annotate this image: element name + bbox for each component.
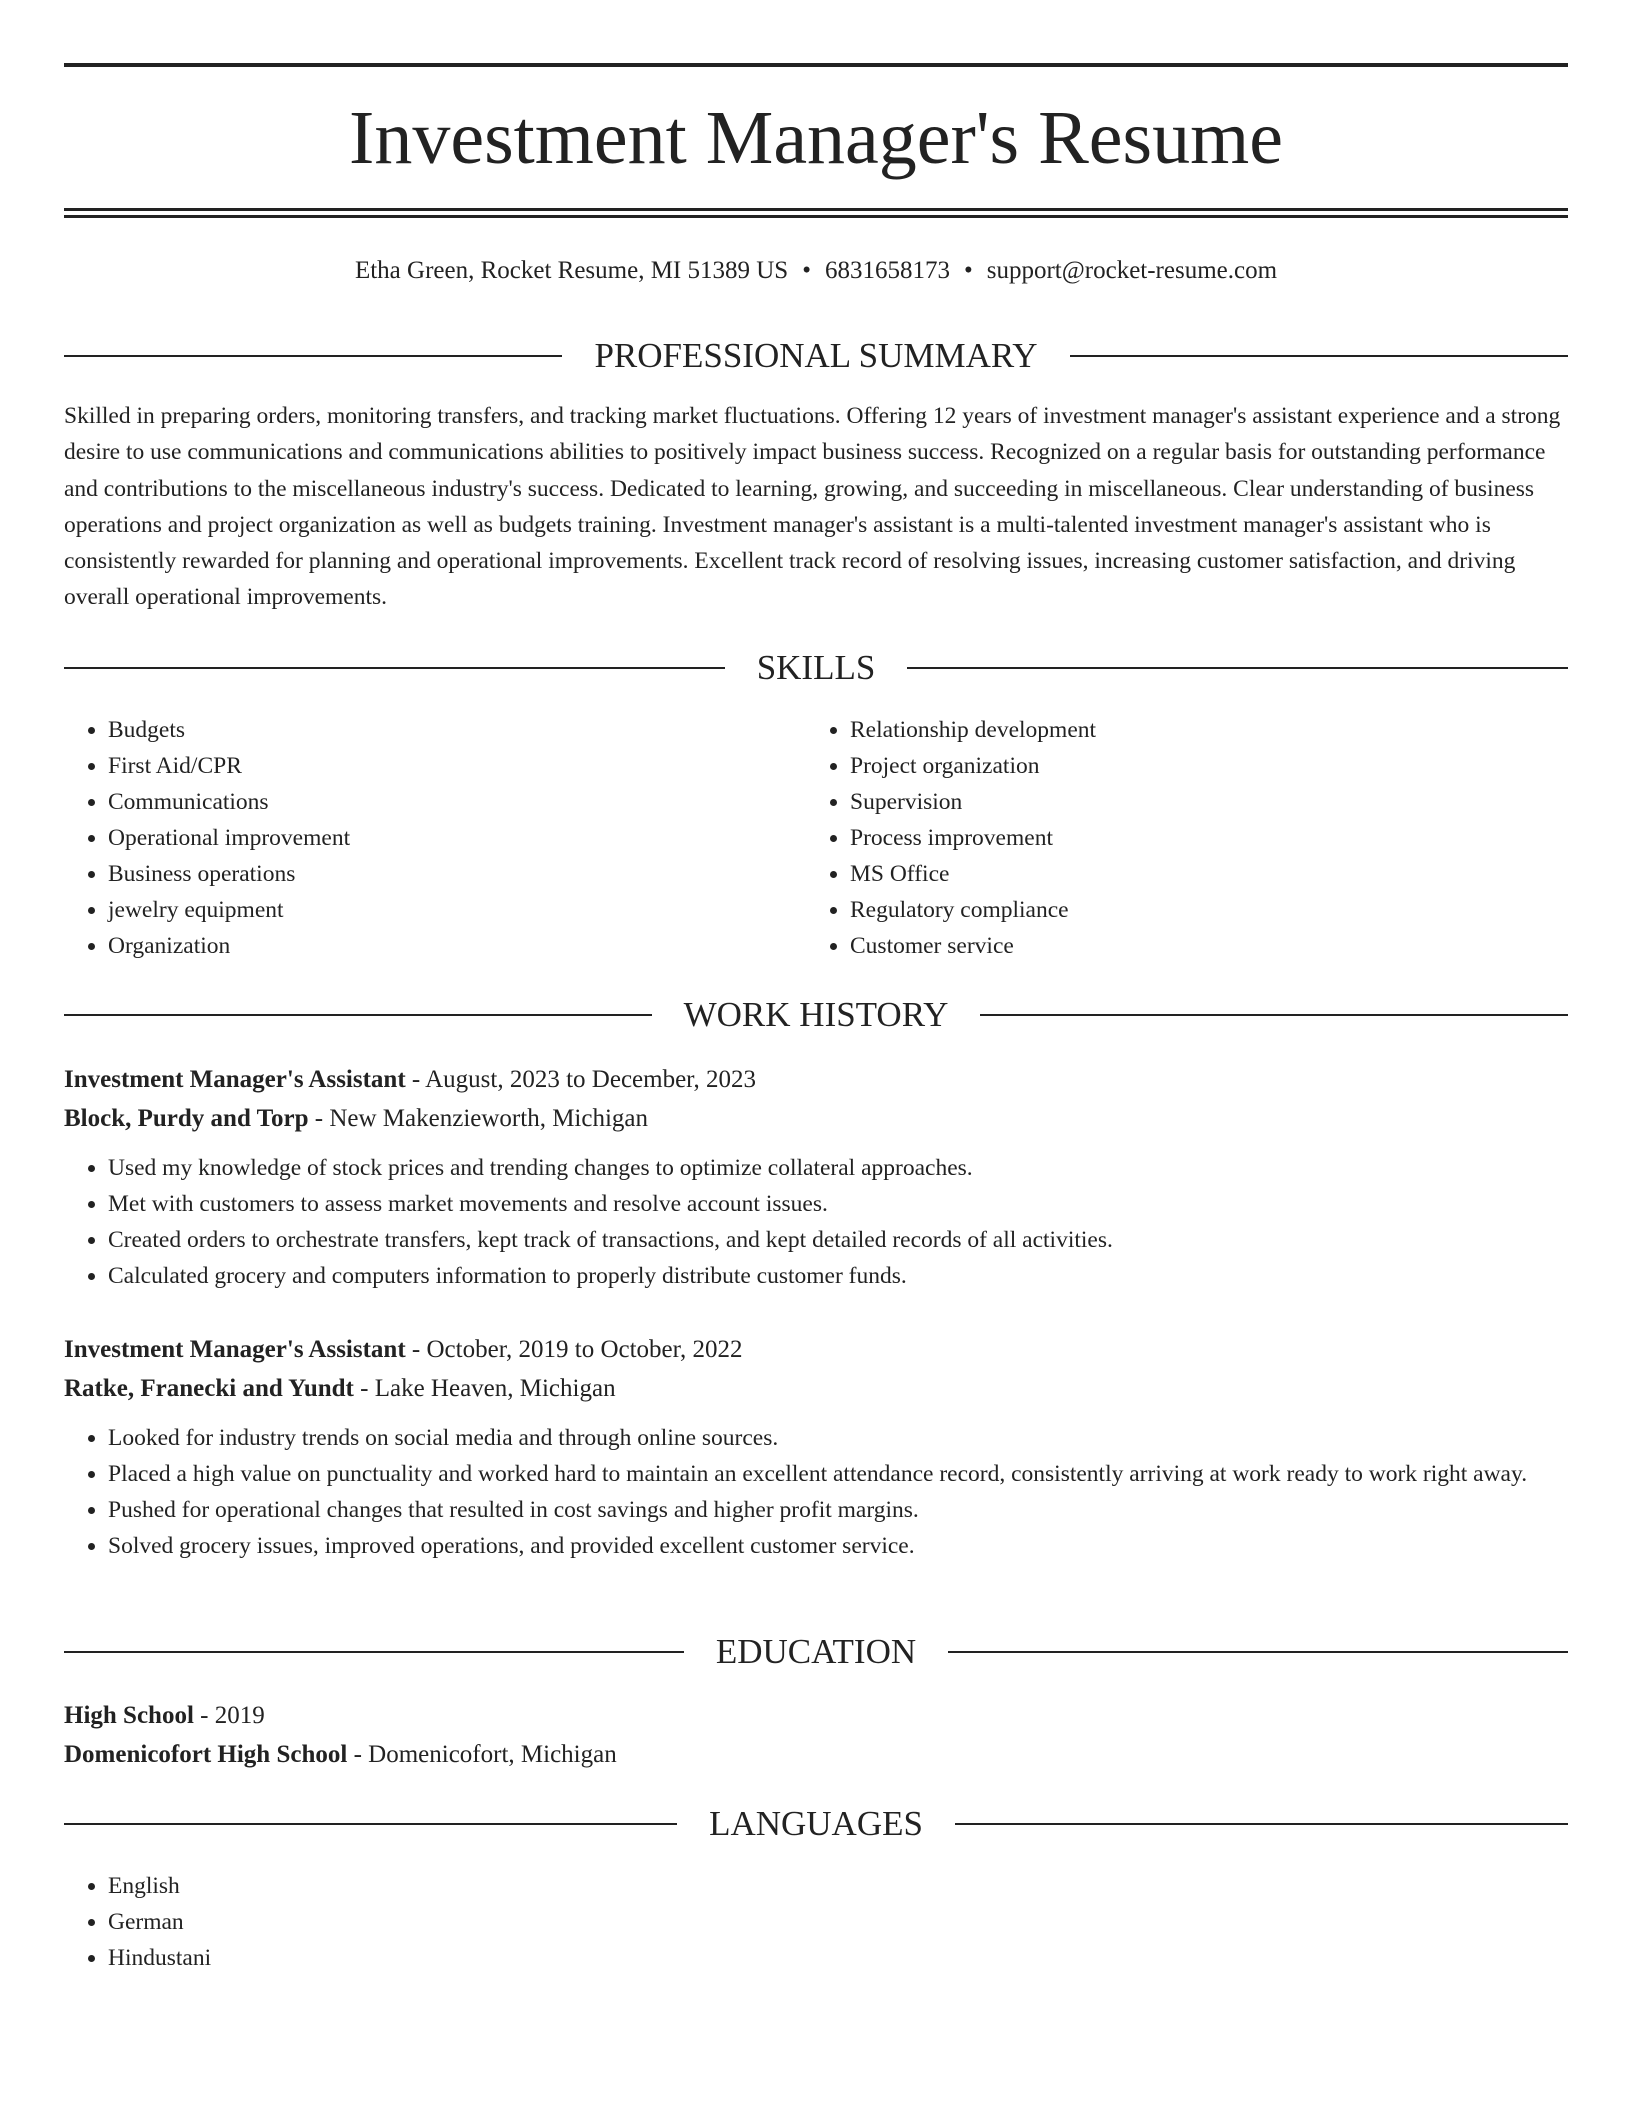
job-entry [64, 1060, 1568, 1294]
contact-phone: 6831658173 [824, 257, 950, 284]
divider-line [64, 1823, 677, 1825]
skill-item: • Business operations [108, 856, 764, 892]
education-degree: High School [64, 1702, 194, 1729]
divider-line [955, 1823, 1568, 1825]
skills-list-right [806, 712, 1546, 964]
job-company-line [64, 1099, 1568, 1138]
languages-list-container [64, 1868, 1568, 1976]
divider-line [64, 667, 725, 669]
contact-email: support@rocket-resume.com [986, 257, 1278, 284]
divider-line [64, 1651, 684, 1653]
section-header-work [64, 993, 1568, 1037]
skill-item: • Project organization [850, 748, 1546, 784]
job-company-line [64, 1369, 1568, 1408]
contact-line [64, 254, 1568, 288]
education-year: - 2019 [193, 1702, 265, 1729]
job-duty: • Pushed for operational changes that resulted in cost savings and higher profit margins. [108, 1492, 1568, 1528]
job-duties [64, 1150, 1568, 1294]
skill-item: • MS Office [850, 856, 1546, 892]
summary-paragraph: Skilled in preparing orders, monitoring transfers, and tracking market fluctuations. Offering 12 years of investment manager's assistant experience and a strong desire to use communications and communications abilities to positively impact business success. Recognized on a regular basis for outstanding performance and contributions to the miscellaneous industry's success. Dedicated to learning, growing, and succeeding in miscellaneous. Clear understanding of business operations and project organization as well as budgets training. Investment manager's assistant is a multi-talented investment manager's assistant who is consistently rewarded for planning and operational improvements. Excellent track record of resolving issues, increasing customer satisfaction, and driving overall operational improvements. [64, 403, 1561, 611]
contact-separator: • [963, 257, 973, 284]
skills-list-left [64, 712, 764, 964]
education-school-line [64, 1735, 1568, 1774]
divider-line [980, 1014, 1568, 1016]
title-double-rule [64, 208, 1568, 218]
top-rule [64, 63, 1568, 67]
job-duty: • Used my knowledge of stock prices and trending changes to optimize collateral approaches. [108, 1150, 1568, 1186]
skill-item: • Relationship development [850, 712, 1546, 748]
section-title-languages: LANGUAGES [709, 1804, 923, 1843]
job-title-line [64, 1330, 1568, 1369]
skill-item: • Supervision [850, 784, 1546, 820]
skill-item: • Budgets [108, 712, 764, 748]
section-header-education [64, 1630, 1568, 1674]
divider-line [1070, 355, 1568, 357]
job-dates: - August, 2023 to December, 2023 [405, 1066, 757, 1093]
job-title: Investment Manager's Assistant [64, 1336, 406, 1363]
job-dates: - October, 2019 to October, 2022 [405, 1336, 743, 1363]
job-duty: • Solved grocery issues, improved operations, and provided excellent customer service. [108, 1528, 1568, 1564]
language-item: • English [108, 1868, 1568, 1904]
contact-separator: • [802, 257, 811, 284]
section-title-work: WORK HISTORY [683, 995, 949, 1034]
job-duty: • Created orders to orchestrate transfers, kept track of transactions, and kept detailed records of all activities. [108, 1222, 1568, 1258]
divider-line [64, 355, 562, 357]
job-duty: • Calculated grocery and computers information to properly distribute customer funds. [108, 1258, 1568, 1294]
skill-item: • Customer service [850, 928, 1546, 964]
divider-line [907, 667, 1568, 669]
languages-list [64, 1868, 1568, 1976]
skill-item: • Process improvement [850, 820, 1546, 856]
skill-item: • Regulatory compliance [850, 892, 1546, 928]
divider-line [64, 1014, 652, 1016]
section-header-languages [64, 1802, 1568, 1846]
language-item: • Hindustani [108, 1940, 1568, 1976]
section-title-skills: SKILLS [756, 648, 876, 687]
job-entry [64, 1330, 1568, 1564]
divider-line [948, 1651, 1568, 1653]
education-entry [64, 1696, 1568, 1774]
job-duty: • Placed a high value on punctuality and worked hard to maintain an excellent attendance record, consistently arriving at work ready to work right away. [108, 1456, 1568, 1492]
job-location: - New Makenzieworth, Michigan [308, 1105, 649, 1132]
skill-item: • First Aid/CPR [108, 748, 764, 784]
section-title-summary: PROFESSIONAL SUMMARY [594, 336, 1038, 375]
language-item: • German [108, 1904, 1568, 1940]
resume-title: Investment Manager's Resume [349, 96, 1283, 180]
job-title: Investment Manager's Assistant [64, 1066, 406, 1093]
skill-item: • Communications [108, 784, 764, 820]
skill-item: • jewelry equipment [108, 892, 764, 928]
education-degree-line [64, 1696, 1568, 1735]
job-title-line [64, 1060, 1568, 1099]
job-company: Block, Purdy and Torp [64, 1105, 309, 1132]
contact-address: Etha Green, Rocket Resume, MI 51389 US [354, 257, 789, 284]
job-duty: • Looked for industry trends on social media and through online sources. [108, 1420, 1568, 1456]
education-location: - Domenicofort, Michigan [347, 1741, 617, 1768]
section-header-skills [64, 646, 1568, 690]
section-title-education: EDUCATION [715, 1632, 917, 1671]
skills-column-left [64, 712, 764, 964]
job-duty: • Met with customers to assess market movements and resolve account issues. [108, 1186, 1568, 1222]
job-duties [64, 1420, 1568, 1564]
section-header-summary [64, 334, 1568, 378]
skill-item: • Organization [108, 928, 764, 964]
job-location: - Lake Heaven, Michigan [353, 1375, 616, 1402]
skill-item: • Operational improvement [108, 820, 764, 856]
education-school: Domenicofort High School [64, 1741, 348, 1768]
skills-column-right [806, 712, 1546, 964]
job-company: Ratke, Franecki and Yundt [64, 1375, 354, 1402]
